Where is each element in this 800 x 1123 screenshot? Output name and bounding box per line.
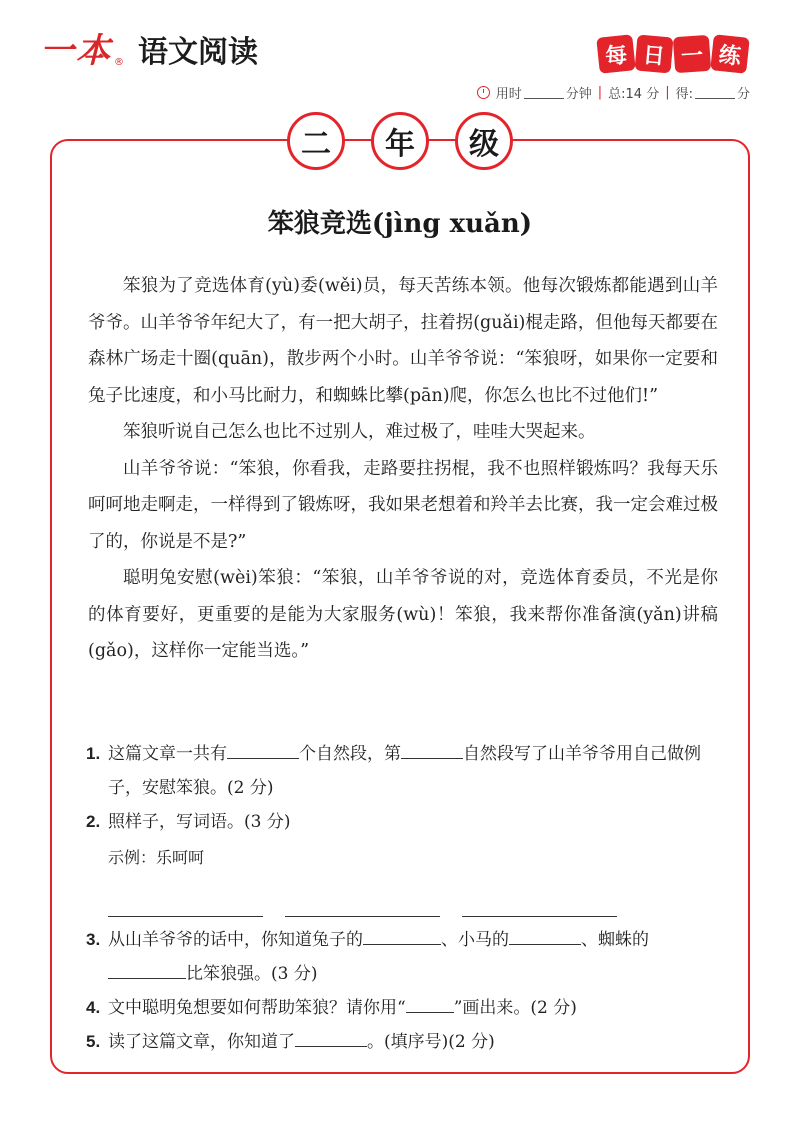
question-text: 从山羊爷爷的话中，你知道兔子的 bbox=[108, 930, 363, 950]
grade-badge bbox=[0, 112, 800, 170]
time-unit: 分钟 bbox=[565, 87, 592, 102]
header-brand bbox=[40, 31, 258, 71]
article-title: 笨狼竞选(jìng xuǎn) bbox=[267, 209, 533, 239]
question-2 bbox=[86, 805, 726, 839]
question-text: 、蜘蛛的 bbox=[581, 930, 649, 950]
question-text: 这篇文章一共有 bbox=[108, 744, 227, 764]
question-4 bbox=[86, 991, 726, 1025]
score-unit: 分 bbox=[736, 87, 750, 102]
questions bbox=[86, 737, 726, 1059]
question-text: 比笨狼强。(3 分) bbox=[186, 964, 318, 984]
paragraph: 聪明兔安慰(wèi)笨狼：“笨狼，山羊爷爷说的对，竞选体育委员，不光是你的体育要好，更重要的是能为大家服务(wù)！笨狼，我来帮你准备演(yǎn)讲稿(gǎo)，这样你一定能当选。” bbox=[88, 568, 718, 661]
stamp-char: 每 bbox=[596, 34, 636, 74]
daily-practice-stamp bbox=[598, 36, 748, 72]
time-label: 用时 bbox=[495, 87, 522, 102]
question-number: 5. bbox=[86, 1032, 101, 1051]
question-text: ”画出来。(2 分) bbox=[453, 998, 577, 1018]
grade-char: 年 bbox=[371, 112, 429, 170]
answer-lines bbox=[108, 875, 726, 917]
time-blank[interactable] bbox=[524, 86, 564, 99]
underline-sample bbox=[406, 992, 454, 1013]
answer-blank[interactable] bbox=[227, 738, 299, 759]
question-text: 自然段写了山羊爷爷用自己做例子，安慰笨狼。(2 分) bbox=[108, 744, 701, 798]
question-number: 4. bbox=[86, 998, 101, 1017]
question-3 bbox=[86, 923, 726, 991]
example-text: 示例：乐呵呵 bbox=[108, 848, 205, 867]
series-title: 语文阅读 bbox=[138, 35, 258, 70]
question-text: 、小马的 bbox=[441, 930, 509, 950]
stamp-char: 一 bbox=[673, 35, 711, 73]
question-5 bbox=[86, 1025, 726, 1059]
question-1 bbox=[86, 737, 726, 805]
question-text: 。(填序号)(2 分) bbox=[367, 1032, 495, 1052]
answer-blank[interactable] bbox=[509, 924, 581, 945]
answer-line[interactable] bbox=[108, 916, 263, 917]
question-number: 3. bbox=[86, 930, 101, 949]
question-text: 个自然段，第 bbox=[299, 744, 401, 764]
answer-line[interactable] bbox=[462, 916, 617, 917]
answer-blank[interactable] bbox=[401, 738, 463, 759]
score-blank[interactable] bbox=[695, 86, 735, 99]
stamp-char: 练 bbox=[710, 34, 750, 74]
stamp-char: 日 bbox=[634, 34, 673, 73]
registered-mark: ® bbox=[114, 57, 124, 68]
score-meta bbox=[477, 83, 750, 102]
brand-logo: 一本 bbox=[40, 31, 112, 71]
question-number: 2. bbox=[86, 812, 101, 831]
question-number: 1. bbox=[86, 744, 101, 763]
answer-blank[interactable] bbox=[363, 924, 441, 945]
answer-line[interactable] bbox=[285, 916, 440, 917]
question-text: 照样子，写词语。(3 分) bbox=[108, 812, 291, 832]
separator: | bbox=[597, 85, 603, 100]
question-text: 文中聪明兔想要如何帮助笨狼？请你用“ bbox=[108, 998, 406, 1018]
grade-char: 二 bbox=[287, 112, 345, 170]
answer-blank[interactable] bbox=[295, 1026, 367, 1047]
question-text: 读了这篇文章，你知道了 bbox=[108, 1032, 295, 1052]
paragraph: 山羊爷爷说：“笨狼，你看我，走路要拄拐棍，我不也照样锻炼吗？我每天乐呵呵地走啊走，一样得到了锻炼呀，我如果老想着和羚羊去比赛，我一定会难过极了的，你说是不是?” bbox=[88, 458, 718, 552]
total-score: 总:14 分 bbox=[608, 87, 660, 102]
paragraph: 笨狼为了竞选体育(yù)委(wěi)员，每天苦练本领。他每次锻炼都能遇到山羊爷爷。山羊爷爷年纪大了，有一把大胡子，拄着拐(guǎi)棍走路，但他每天都要在森林广场走十圈(quān)，散步两个小时。山羊爷爷说：“笨狼呀，如果你一定要和兔子比速度，和小马比耐力，和蜘蛛比攀(pān)爬，你怎么也比不过他们!” bbox=[88, 276, 718, 406]
paragraph: 笨狼听说自己怎么也比不过别人，难过极了，哇哇大哭起来。 bbox=[123, 422, 596, 442]
separator: | bbox=[665, 85, 670, 100]
score-label: 得: bbox=[675, 87, 693, 102]
passage bbox=[88, 268, 718, 670]
answer-blank[interactable] bbox=[108, 958, 186, 979]
clock-icon bbox=[477, 86, 490, 99]
grade-char: 级 bbox=[455, 112, 513, 170]
